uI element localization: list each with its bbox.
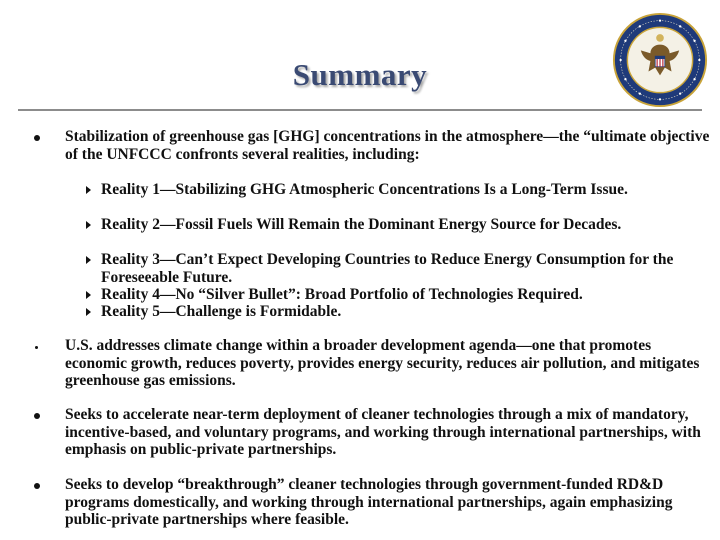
title-divider <box>18 109 702 111</box>
bullet-dot-icon <box>34 483 40 489</box>
us-department-of-state-seal-icon <box>612 12 708 108</box>
bullet-dot-icon <box>35 346 38 349</box>
arrow-bullet-icon <box>86 221 91 229</box>
arrow-bullet-icon <box>86 256 91 264</box>
bullet-text: U.S. addresses climate change within a broader development agenda—one that promotes economic growth, reduces poverty, provides energy security, reduces air pollution, and mitigates greenhouse gas emissions. <box>65 337 700 389</box>
bullet-dot-icon <box>34 413 40 419</box>
bullet-text: Seeks to develop “breakthrough” cleaner technologies through government-funded RD&D programs domestically, and working through international partnerships, again emphasizing public-private partnerships where feasible. <box>65 476 673 528</box>
reality-text: Reality 3—Can’t Expect Developing Countries to Reduce Energy Consumption for the Foreseeable Future. <box>101 251 674 286</box>
bullet-text: Seeks to accelerate near-term deployment of cleaner technologies through a mix of mandatory, incentive-based, and voluntary programs, and working through international partnerships, with emphasis on public-private partnerships. <box>65 406 701 458</box>
reality-text: Reality 5—Challenge is Formidable. <box>101 303 342 320</box>
bullet-dot-icon <box>34 135 40 141</box>
reality-text: Reality 4—No “Silver Bullet”: Broad Portfolio of Technologies Required. <box>101 286 583 303</box>
slide-title: Summary <box>292 57 428 92</box>
bullet-text: Stabilization of greenhouse gas [GHG] concentrations in the atmosphere—the “ultimate objective of the UNFCCC confronts several realities, including: <box>65 128 710 163</box>
arrow-bullet-icon <box>86 308 91 316</box>
arrow-bullet-icon <box>86 186 91 194</box>
reality-text: Reality 2—Fossil Fuels Will Remain the Dominant Energy Source for Decades. <box>101 216 622 233</box>
reality-text: Reality 1—Stabilizing GHG Atmospheric Concentrations Is a Long-Term Issue. <box>101 181 628 198</box>
arrow-bullet-icon <box>86 291 91 299</box>
